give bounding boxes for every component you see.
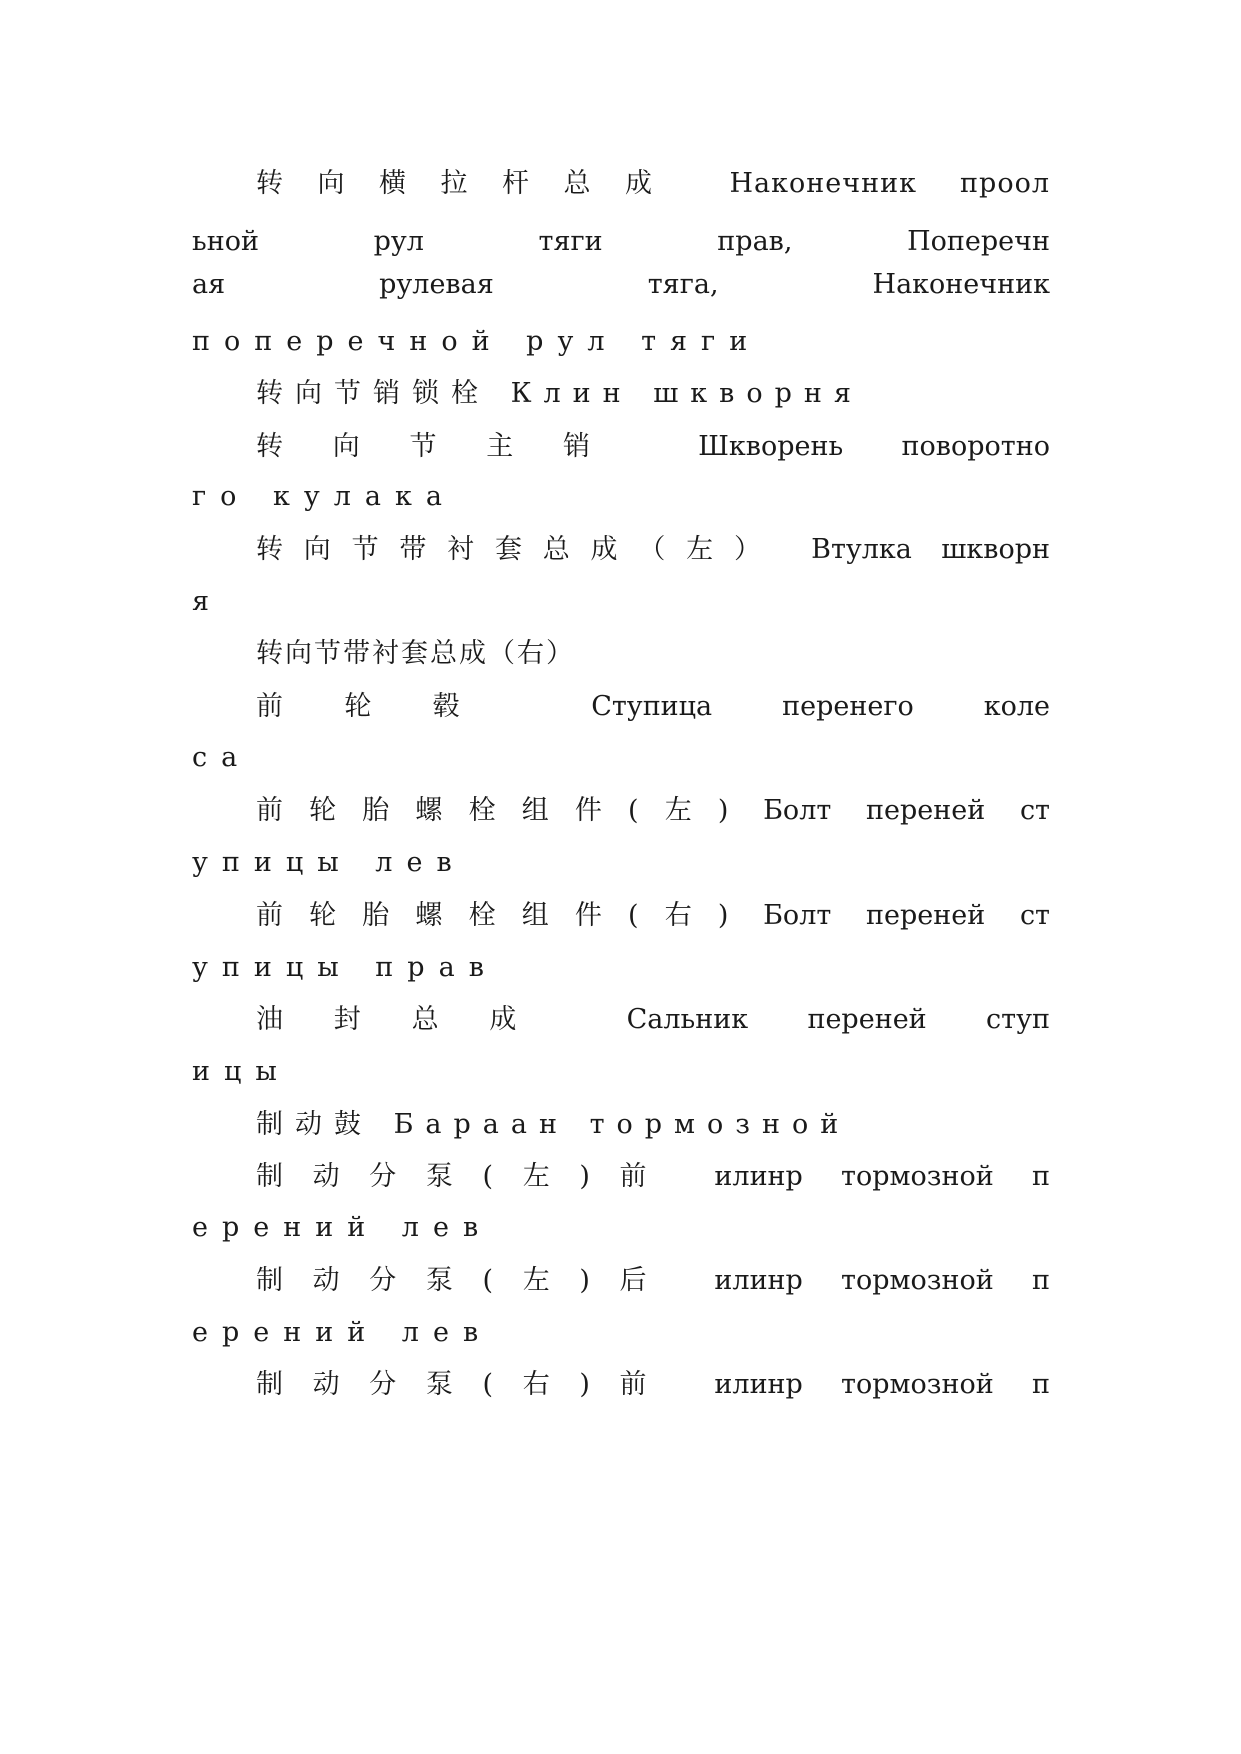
text-line-19: 制动鼓 Бараан тормозной (256, 1109, 851, 1140)
text-line-12: са (192, 742, 252, 773)
line-1-render: 转向横拉杆总成 Наконечник проол (256, 168, 1050, 199)
text-line-5: 转向节销锁栓 Клин шкворня (256, 378, 863, 409)
text-line-1 (256, 164, 1050, 204)
text-line-14: упицы лев (192, 847, 466, 878)
text-line-18: ицы (192, 1056, 291, 1087)
text-line-4: поперечной рул тяги (192, 326, 762, 357)
text-line-2: ьной рул тяги прав, Поперечн (192, 226, 1050, 257)
text-line-10: 转向节带衬套总成（右） (256, 638, 575, 669)
text-line-11: 前轮毂 Ступица перенего коле (256, 691, 1050, 722)
text-line-17: 油封总成 Сальник переней ступ (256, 1004, 1050, 1035)
text-line-22: 制动分泵(左)后 илинр тормозной п (256, 1265, 1050, 1296)
text-line-24: 制动分泵(右)前 илинр тормозной п (256, 1369, 1050, 1400)
text-line-23: ерений лев (192, 1317, 493, 1348)
text-line-20: 制动分泵(左)前 илинр тормозной п (256, 1161, 1050, 1192)
text-line-9: я (192, 586, 210, 617)
text-line-15: 前轮胎螺栓组件(右) Болт переней ст (256, 900, 1050, 931)
text-line-7: го кулака (192, 481, 456, 512)
text-line-8: 转向节带衬套总成（左） Втулка шкворн (256, 534, 1050, 565)
text-line-3: ая рулевая тяга, Наконечник (192, 269, 1050, 300)
text-line-6: 转向节主销 Шкворень поворотно (256, 431, 1050, 462)
text-line-21: ерений лев (192, 1212, 493, 1243)
text-line-13: 前轮胎螺栓组件(左) Болт переней ст (256, 795, 1050, 826)
text-line-16: упицы прав (192, 952, 498, 983)
